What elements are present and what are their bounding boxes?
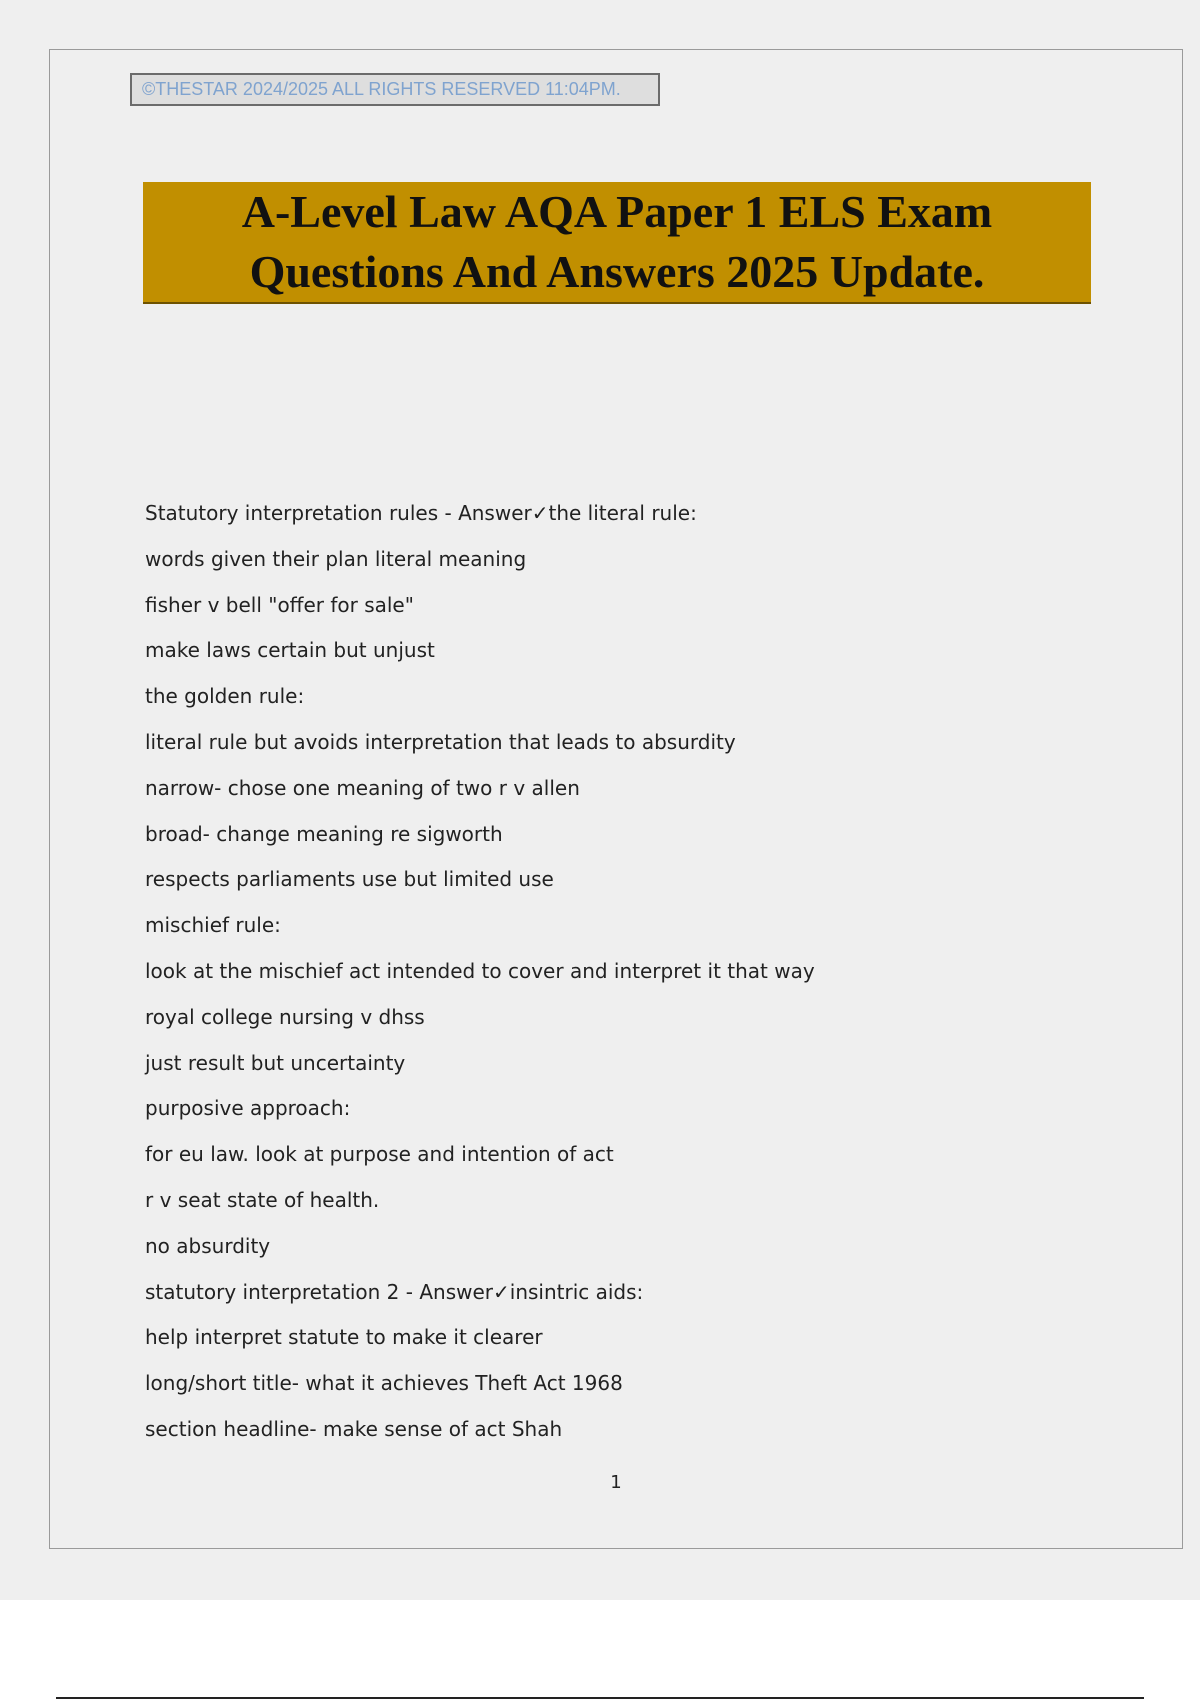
copyright-notice: ©THESTAR 2024/2025 ALL RIGHTS RESERVED 11:04PM.	[130, 73, 660, 106]
note-line: respects parliaments use but limited use	[145, 867, 554, 892]
note-line: for eu law. look at purpose and intention of act	[145, 1142, 614, 1167]
note-line: words given their plan literal meaning	[145, 546, 527, 571]
note-line: r v seat state of health.	[145, 1187, 380, 1212]
note-line: broad- change meaning re sigworth	[145, 821, 503, 846]
document-title-line-1: A-Level Law AQA Paper 1 ELS Exam	[241, 186, 993, 237]
note-line: the golden rule:	[145, 684, 305, 709]
note-line: no absurdity	[145, 1233, 271, 1258]
note-line: just result but uncertainty	[145, 1050, 406, 1075]
notes-list	[145, 498, 1045, 1460]
note-line: purposive approach:	[145, 1096, 351, 1121]
note-line: make laws certain but unjust	[145, 638, 435, 663]
note-line: narrow- chose one meaning of two r v allen	[145, 775, 580, 800]
note-line: royal college nursing v dhss	[145, 1004, 425, 1029]
note-line: Statutory interpretation rules - Answer✓the literal rule:	[145, 501, 697, 525]
document-title-line-2: Questions And Answers 2025 Update.	[249, 246, 985, 297]
note-line: fisher v bell "offer for sale"	[145, 592, 414, 617]
note-line: literal rule but avoids interpretation that leads to absurdity	[145, 729, 736, 754]
note-line: long/short title- what it achieves Theft Act 1968	[145, 1371, 623, 1396]
note-line: section headline- make sense of act Shah	[145, 1416, 563, 1441]
title-banner	[143, 182, 1091, 304]
note-line: help interpret statute to make it clearer	[145, 1325, 543, 1350]
page-number: 1	[610, 1472, 622, 1493]
note-line: mischief rule:	[145, 913, 281, 938]
note-line: look at the mischief act intended to cover and interpret it that way	[145, 958, 815, 983]
note-line: statutory interpretation 2 - Answer✓insintric aids:	[145, 1279, 644, 1304]
bottom-divider	[56, 1697, 1144, 1699]
